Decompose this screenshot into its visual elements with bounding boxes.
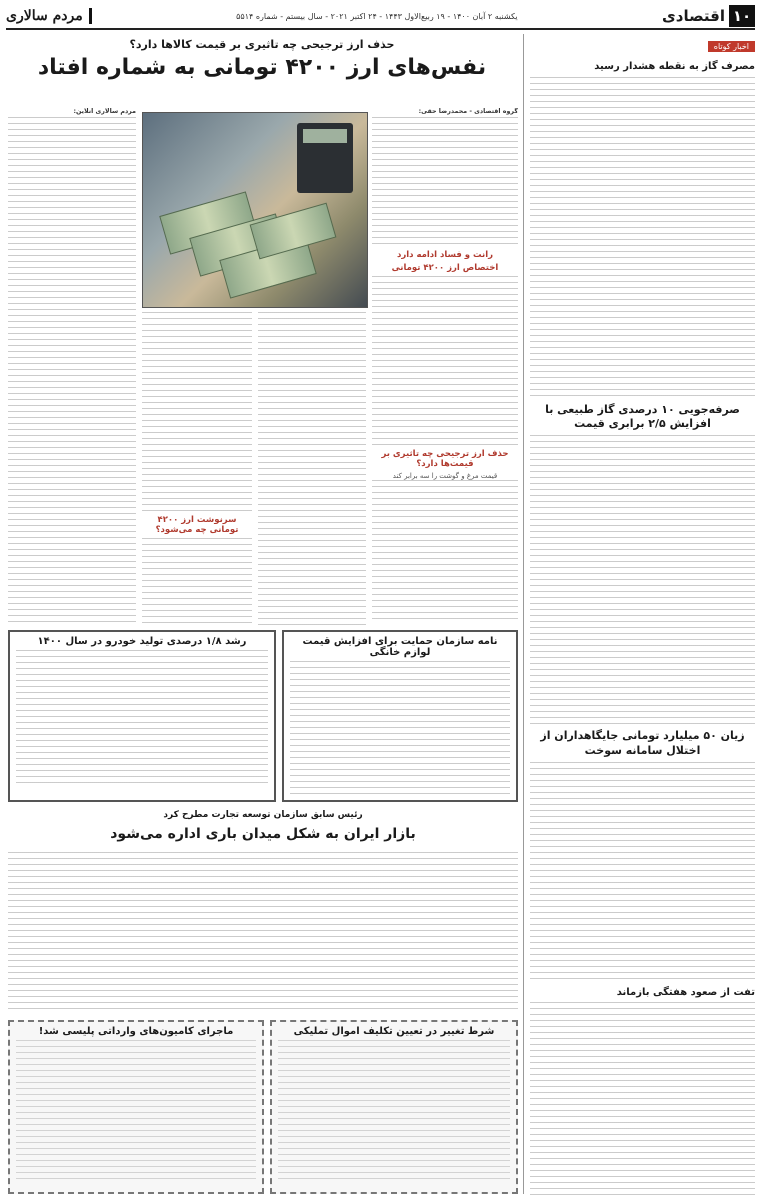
article-body [16,650,268,788]
appliance-price-box [282,630,518,802]
bazaar-body [8,852,518,1012]
lead-subhead-5: سرنوشت ارز ۴۲۰۰ تومانی چه می‌شود؟ [155,515,239,535]
imported-trucks-box [8,1020,264,1194]
appliance-price-title: نامه سازمان حمایت برای افزایش قیمت لوازم خانگی [302,636,498,658]
lead-kicker: حذف ارز ترجیحی چه تاثیری بر قیمت کالاها دارد؟ [129,38,395,51]
lead-headline: نفس‌های ارز ۴۲۰۰ تومانی به شماره افتاد [37,55,487,80]
calculator-image [297,123,353,193]
lead-byline: گروه اقتصادی - محمدرضا حقی: [418,108,518,115]
short-news-headline-3: زیان ۵۰ میلیارد تومانی جایگاهداران از اختلال سامانه سوخت [540,729,745,758]
article-body [530,77,755,325]
short-news-headline-4: تفت از صعود هفتگی بازماند [616,986,755,998]
article-body [530,762,755,982]
car-production-title: رشد ۱/۸ درصدی تولید خودرو در سال ۱۴۰۰ [37,636,247,647]
imported-trucks-title: ماجرای کامیون‌های وارداتی پلیسی شد! [38,1026,234,1037]
short-news-kicker: اخبار کوتاه [708,41,755,52]
section-name: اقتصادی [662,7,725,25]
article-body [372,480,518,620]
article-body [290,661,510,799]
short-news-headline-2: صرفه‌جویی ۱۰ درصدی گاز طبیعی با افزایش ۲/۵ برابری قیمت [545,402,740,431]
lead-story [6,34,518,87]
section-number: ۱۰ [729,5,755,27]
lead-column-middle-left [142,312,252,628]
article-body [530,1002,755,1200]
lead-subhead-2: اختصاص ارز ۴۲۰۰ تومانی [391,262,499,273]
article-body [16,1040,256,1180]
lead-column-right [372,108,518,628]
confiscated-goods-box [270,1020,518,1194]
lead-subhead-1: رانت و فساد ادامه دارد [396,249,494,260]
article-body [258,312,366,628]
lead-left-byline: مردم سالاری آنلاین: [73,108,136,115]
car-production-box [8,630,276,802]
lead-subhead-3: حذف ارز ترجیحی چه تاثیری بر قیمت‌ها دارد؟ [381,448,509,469]
article-body [530,435,755,725]
section-label [662,5,755,27]
lead-photo [142,112,368,308]
dateline: یکشنبه ۲ آبان ۱۴۰۰ - ۱۹ ربیع‌الاول ۱۴۴۳ - ۲۴ اکتبر ۲۰۲۱ - سال بیستم - شماره ۵۵۱۴ [236,11,518,21]
confiscated-goods-title: شرط تغییر در تعیین تکلیف اموال تملیکی [293,1026,495,1037]
article-body [8,852,518,1012]
paper-name: مردم سالاری [6,8,92,24]
article-body [142,538,252,628]
article-body [8,117,136,623]
masthead [6,4,755,30]
short-news-headline-1: مصرف گاز به نقطه هشدار رسید [594,61,755,72]
bazaar-kicker: رئیس سابق سازمان توسعه تجارت مطرح کرد [163,810,363,820]
article-body [142,312,252,512]
lead-subhead-4: قیمت مرغ و گوشت را سه برابر کند [392,471,498,480]
article-body [372,117,518,247]
article-body [530,329,755,399]
lead-column-left [8,108,136,628]
lead-column-middle-right [258,312,366,628]
article-body [278,1040,510,1180]
short-news-column [523,34,755,1194]
bazaar-headline: بازار ایران به شکل میدان باری اداره می‌شود [110,826,416,842]
article-body [372,276,518,446]
